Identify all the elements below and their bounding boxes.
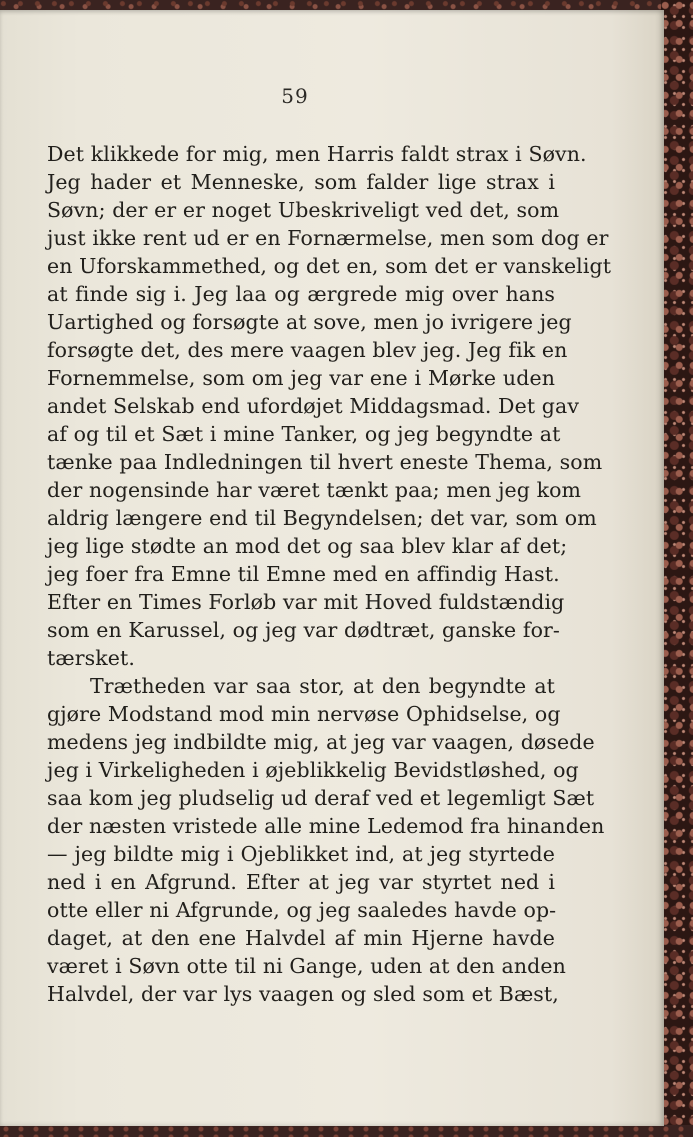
text-line: af og til et Sæt i mine Tanker, og jeg begyndte at [47,422,561,446]
text-line: medens jeg indbildte mig, at jeg var vaagen, døsede [47,730,595,754]
text-line: just ikke rent ud er en Fornærmelse, men som dog er [47,226,609,250]
text-line: Søvn; der er er noget Ubeskriveligt ved det, som [47,198,560,222]
text-line: Uartighed og forsøgte at sove, men jo ivrigere jeg [47,310,572,334]
text-line: ned i en Afgrund. Efter at jeg var styrtet ned i [47,870,555,894]
text-line: forsøgte det, des mere vaagen blev jeg. Jeg fik en [47,338,568,362]
text-line: tænke paa Indledningen til hvert eneste Thema, som [47,450,603,474]
text-line: andet Selskab end ufordøjet Middagsmad. Det gav [47,394,580,418]
text-line: Halvdel, der var lys vaagen og sled som et Bæst, [47,982,559,1006]
text-line: daget, at den ene Halvdel af min Hjerne havde [47,926,555,950]
text-line: jeg foer fra Emne til Emne med en affindig Hast. [47,562,560,586]
text-line: otte eller ni Afgrunde, og jeg saaledes havde op- [47,898,557,922]
book-cover-marbled-edge [661,0,693,1137]
book-cover-bottom-edge [0,1125,693,1137]
book-page [0,10,664,1126]
text-line: der nogensinde har været tænkt paa; men jeg kom [47,478,582,502]
text-line: Jeg hader et Menneske, som falder lige strax i [47,170,555,194]
text-line: der næsten vristede alle mine Ledemod fra hinanden [47,814,605,838]
text-line: — jeg bildte mig i Ojeblikket ind, at jeg styrtede [47,842,555,866]
text-line: tærsket. [47,646,135,670]
text-line: jeg i Virkeligheden i øjeblikkelig Bevidstløshed, og [47,758,579,782]
text-line: at finde sig i. Jeg laa og ærgrede mig over hans [47,282,555,306]
text-line: jeg lige stødte an mod det og saa blev klar af det; [47,534,568,558]
text-line: Det klikkede for mig, men Harris faldt strax i Søvn. [47,142,587,166]
text-line: saa kom jeg pludselig ud deraf ved et legemligt Sæt [47,786,595,810]
text-line: som en Karussel, og jeg var dødtræt, ganske for- [47,618,560,642]
text-line: gjøre Modstand mod min nervøse Ophidselse, og [47,702,561,726]
text-line: en Uforskammethed, og det en, som det er vanskeligt [47,254,612,278]
paragraph-start-line: Trætheden var saa stor, at den begyndte at [90,674,555,698]
text-line: været i Søvn otte til ni Gange, uden at den anden [47,954,566,978]
text-line: Fornemmelse, som om jeg var ene i Mørke uden [47,366,555,390]
page-number: 59 [281,84,309,108]
text-line: aldrig længere end til Begyndelsen; det var, som om [47,506,597,530]
text-line: Efter en Times Forløb var mit Hoved fuldstændig [47,590,565,614]
